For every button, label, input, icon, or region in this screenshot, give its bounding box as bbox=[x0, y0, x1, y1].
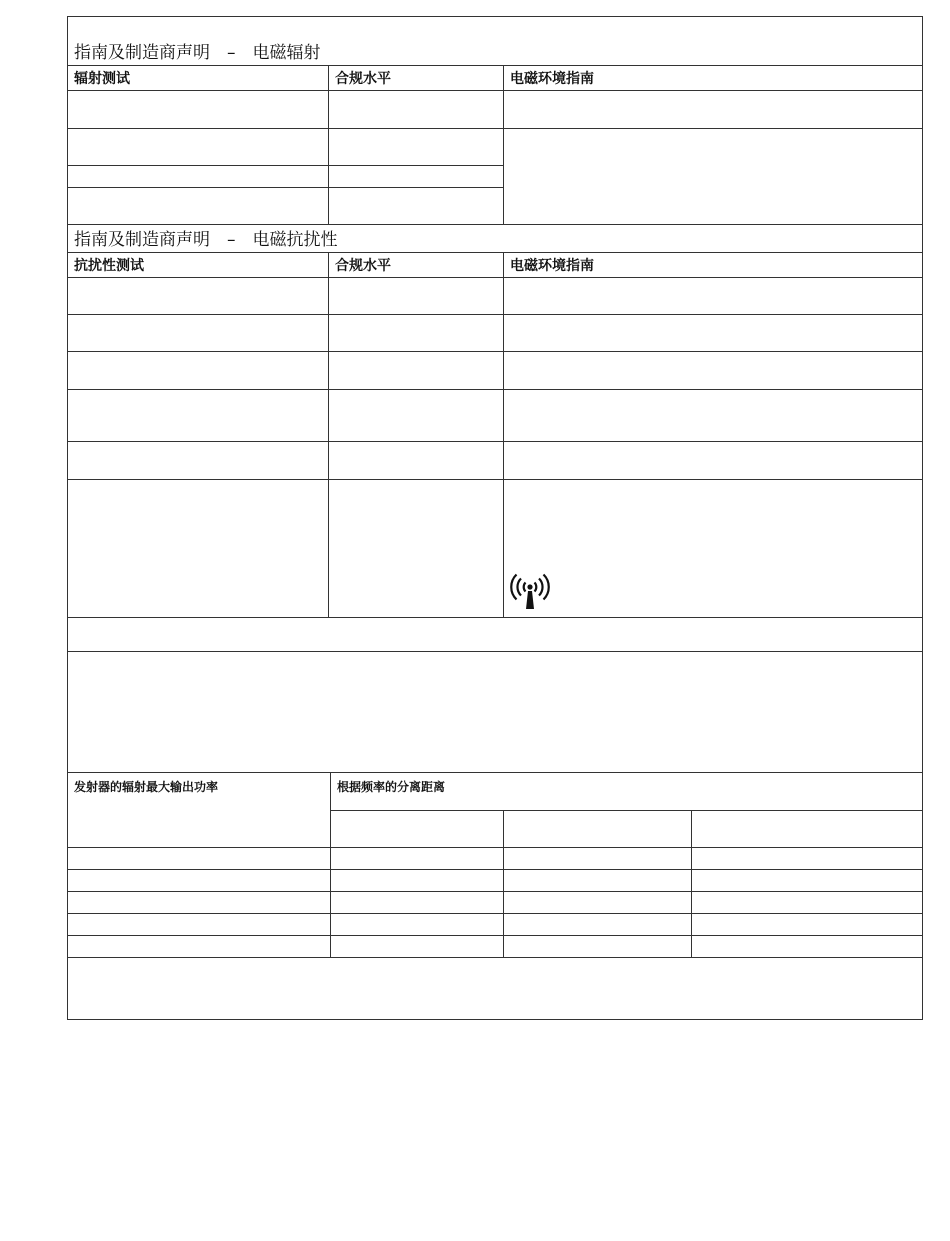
power-header: 发射器的辐射最大输出功率 bbox=[68, 773, 331, 848]
table-cell bbox=[504, 480, 923, 618]
table-cell bbox=[331, 848, 504, 870]
table-cell bbox=[68, 315, 329, 352]
table-row bbox=[68, 278, 923, 315]
table-row bbox=[68, 652, 923, 773]
table-cell bbox=[504, 129, 923, 225]
table-row bbox=[68, 315, 923, 352]
separation-header: 根据频率的分离距离 bbox=[331, 773, 923, 811]
table-cell bbox=[68, 480, 329, 618]
table-cell bbox=[68, 91, 329, 129]
table-cell bbox=[504, 936, 692, 958]
table-cell bbox=[68, 892, 331, 914]
table-cell bbox=[68, 129, 329, 166]
table-cell bbox=[504, 892, 692, 914]
emissions-header-guidance: 电磁环境指南 bbox=[504, 66, 923, 91]
table-row bbox=[68, 618, 923, 652]
table-cell bbox=[329, 315, 504, 352]
table-cell bbox=[331, 870, 504, 892]
table-cell bbox=[504, 442, 923, 480]
table-cell bbox=[68, 442, 329, 480]
immunity-header-compliance: 合规水平 bbox=[329, 253, 504, 278]
table-cell bbox=[68, 936, 331, 958]
table-cell bbox=[504, 352, 923, 390]
emissions-title: 指南及制造商声明 – 电磁辐射 bbox=[68, 17, 923, 66]
table-cell bbox=[68, 958, 923, 1020]
table-cell bbox=[692, 811, 923, 848]
separation-distance-table bbox=[67, 772, 923, 1020]
table-cell bbox=[68, 848, 331, 870]
table-cell bbox=[68, 652, 923, 773]
table-cell bbox=[692, 914, 923, 936]
table-row bbox=[68, 390, 923, 442]
table-cell bbox=[329, 188, 504, 225]
table-cell bbox=[692, 848, 923, 870]
table-cell bbox=[692, 870, 923, 892]
table-cell bbox=[329, 480, 504, 618]
table-row bbox=[68, 129, 923, 166]
table-cell bbox=[504, 914, 692, 936]
table-cell bbox=[68, 278, 329, 315]
table-cell bbox=[329, 91, 504, 129]
table-row bbox=[68, 848, 923, 870]
table-cell bbox=[692, 936, 923, 958]
non-ionizing-radiation-icon bbox=[509, 573, 551, 611]
table-cell bbox=[331, 936, 504, 958]
table-cell bbox=[331, 811, 504, 848]
emissions-header-test: 辐射测试 bbox=[68, 66, 329, 91]
table-cell bbox=[68, 914, 331, 936]
table-row bbox=[68, 914, 923, 936]
table-row bbox=[68, 442, 923, 480]
table-cell bbox=[331, 914, 504, 936]
table-cell bbox=[68, 390, 329, 442]
table-row bbox=[68, 480, 923, 618]
immunity-header-test: 抗扰性测试 bbox=[68, 253, 329, 278]
table-cell bbox=[692, 892, 923, 914]
table-cell bbox=[329, 442, 504, 480]
table-cell bbox=[68, 188, 329, 225]
table-cell bbox=[329, 390, 504, 442]
immunity-table bbox=[67, 224, 923, 773]
table-cell bbox=[504, 811, 692, 848]
table-cell bbox=[329, 278, 504, 315]
table-row bbox=[68, 892, 923, 914]
table-cell bbox=[68, 166, 329, 188]
immunity-header-guidance: 电磁环境指南 bbox=[504, 253, 923, 278]
table-row bbox=[68, 91, 923, 129]
table-cell bbox=[504, 278, 923, 315]
table-cell bbox=[331, 892, 504, 914]
table-row bbox=[68, 936, 923, 958]
emissions-table bbox=[67, 16, 923, 225]
table-cell bbox=[504, 390, 923, 442]
table-cell bbox=[68, 870, 331, 892]
table-cell bbox=[329, 129, 504, 166]
emc-document bbox=[67, 16, 922, 1020]
table-cell bbox=[68, 618, 923, 652]
table-cell bbox=[329, 166, 504, 188]
table-cell bbox=[504, 91, 923, 129]
immunity-title: 指南及制造商声明 – 电磁抗扰性 bbox=[68, 225, 923, 253]
table-row bbox=[68, 870, 923, 892]
table-cell bbox=[504, 848, 692, 870]
table-cell bbox=[68, 352, 329, 390]
table-row bbox=[68, 958, 923, 1020]
table-cell bbox=[504, 315, 923, 352]
table-row bbox=[68, 352, 923, 390]
table-cell bbox=[329, 352, 504, 390]
table-cell bbox=[504, 870, 692, 892]
emissions-header-compliance: 合规水平 bbox=[329, 66, 504, 91]
